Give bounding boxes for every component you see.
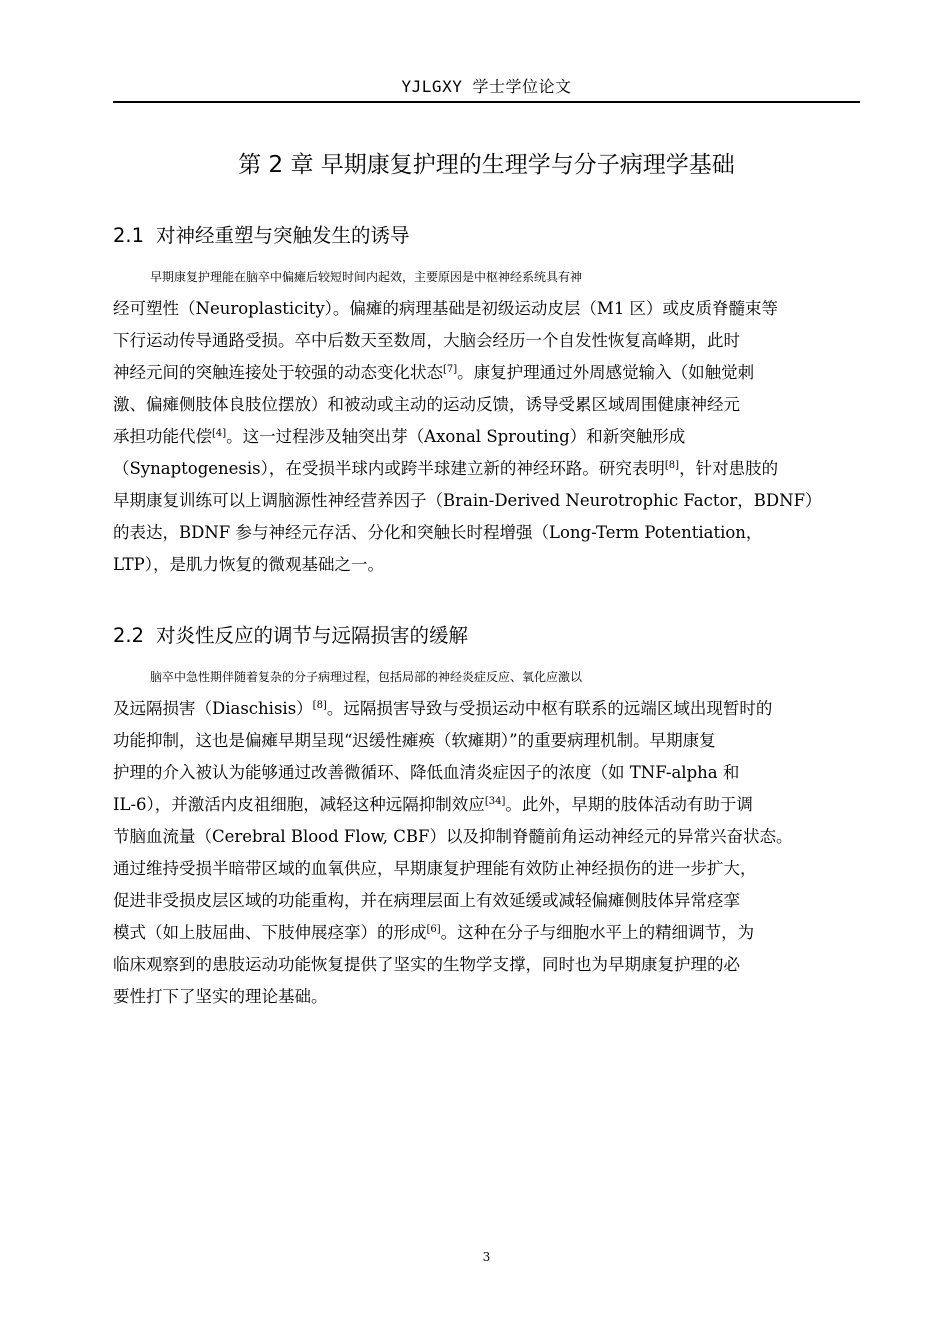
- paragraph-line: 促进非受损皮层区域的功能重构，并在病理层面上有效延缓或减轻偏瘫侧肢体异常痉挛: [113, 891, 740, 910]
- page-number: 3: [482, 1250, 491, 1264]
- paragraph-line: 经可塑性（Neuroplasticity）。偏瘫的病理基础是初级运动皮层（M1 区）或皮质脊髓束等: [113, 299, 779, 318]
- section-number: 2.2: [113, 624, 145, 647]
- paragraph-line: 临床观察到的患肢运动功能恢复提供了坚实的生物学支撑，同时也为早期康复护理的必: [113, 955, 740, 974]
- section-2-1-paragraph: [113, 261, 858, 581]
- paragraph-line: [113, 789, 858, 821]
- section-heading-2-2: [113, 620, 468, 648]
- line-text: 及远隔损害（Diaschisis）: [113, 699, 313, 718]
- section-title: 对炎性反应的调节与远隔损害的缓解: [156, 624, 469, 647]
- paragraph-line: 早期康复训练可以上调脑源性神经营养因子（Brain-Derived Neurotrophic Factor，BDNF）: [113, 491, 822, 510]
- paragraph-line: [113, 421, 858, 453]
- line-text: 模式（如上肢屈曲、下肢伸展痉挛）的形成: [113, 923, 427, 942]
- line-text: 。这一过程涉及轴突出芽（Axonal Sprouting）和新突触形成: [226, 427, 686, 446]
- line-text: IL-6），并激活内皮祖细胞，减轻这种远隔抑制效应: [113, 795, 485, 814]
- line-text: 承担功能代偿: [113, 427, 212, 446]
- paragraph-line: 激、偏瘫侧肢体良肢位摆放）和被动或主动的运动反馈，诱导受累区域周围健康神经元: [113, 395, 740, 414]
- paragraph-line: 早期康复护理能在脑卒中偏瘫后较短时间内起效，主要原因是中枢神经系统具有神: [150, 270, 583, 284]
- paragraph-line: 下行运动传导通路受损。卒中后数天至数周，大脑会经历一个自发性恢复高峰期，此时: [113, 331, 740, 350]
- line-text: 。这种在分子与细胞水平上的精细调节，为: [440, 923, 755, 942]
- paragraph-line: LTP），是肌力恢复的微观基础之一。: [113, 555, 384, 574]
- citation-ref: [4]: [212, 428, 227, 439]
- paragraph-line: [113, 917, 858, 949]
- line-text: 神经元间的突触连接处于较强的动态变化状态: [113, 363, 443, 382]
- line-text: ，针对患肢的: [679, 459, 779, 478]
- line-text: 。此外，早期的肢体活动有助于调: [505, 795, 753, 814]
- line-text: （Synaptogenesis），在受损半球内或跨半球建立新的神经环路。研究表明: [113, 459, 665, 478]
- citation-ref: [7]: [443, 364, 458, 375]
- section-heading-2-1: [113, 220, 410, 248]
- section-2-2-paragraph: [113, 661, 858, 1013]
- paragraph-line: 护理的介入被认为能够通过改善微循环、降低血清炎症因子的浓度（如 TNF-alpha 和: [113, 763, 740, 782]
- paragraph-line: 通过维持受损半暗带区域的血氧供应，早期康复护理能有效防止神经损伤的进一步扩大，: [113, 859, 757, 878]
- citation-ref: [6]: [426, 924, 441, 935]
- section-number: 2.1: [113, 224, 145, 247]
- header-rule: [113, 101, 860, 103]
- chapter-title: 第 2 章 早期康复护理的生理学与分子病理学基础: [238, 152, 735, 178]
- paragraph-line: 节脑血流量（Cerebral Blood Flow, CBF）以及抑制脊髓前角运动神经元的异常兴奋状态。: [113, 827, 793, 846]
- paragraph-line: 功能抑制，这也是偏瘫早期呈现“迟缓性瘫痪（软瘫期）”的重要病理机制。早期康复: [113, 731, 716, 750]
- paragraph-line: [113, 693, 858, 725]
- line-text: 。远隔损害导致与受损运动中枢有联系的远端区域出现暂时的: [326, 699, 773, 718]
- paragraph-line: [113, 453, 858, 485]
- paragraph-line: 的表达，BDNF 参与神经元存活、分化和突触长时程增强（Long-Term Potentiation，: [113, 523, 763, 542]
- line-text: 。康复护理通过外周感觉输入（如触觉刺: [457, 363, 755, 382]
- section-title: 对神经重塑与突触发生的诱导: [156, 224, 410, 247]
- paragraph-line: [113, 357, 858, 389]
- running-header: YJLGXY 学士学位论文: [401, 77, 572, 96]
- citation-ref: [8]: [312, 700, 327, 711]
- citation-ref: [34]: [484, 796, 506, 807]
- paragraph-line: 要性打下了坚实的理论基础。: [113, 987, 328, 1006]
- paragraph-line: 脑卒中急性期伴随着复杂的分子病理过程，包括局部的神经炎症反应、氧化应激以: [150, 670, 583, 684]
- citation-ref: [8]: [664, 460, 680, 471]
